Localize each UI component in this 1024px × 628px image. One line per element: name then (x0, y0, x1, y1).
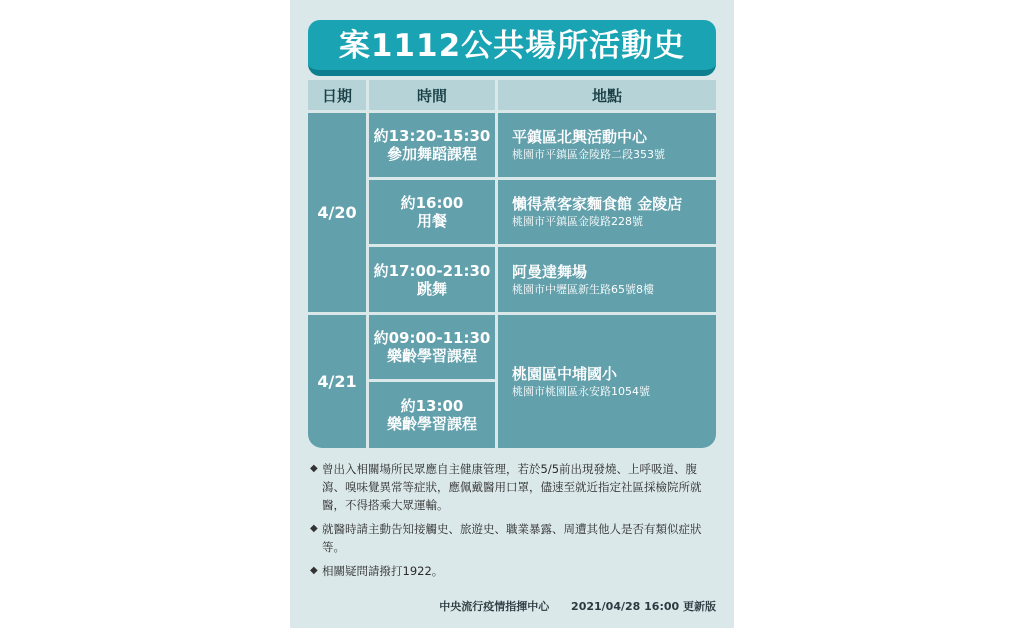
header-place: 地點 (498, 80, 716, 110)
grid-line (366, 80, 369, 448)
place-name: 平鎮區北興活動中心 (512, 128, 648, 146)
time-cell (369, 180, 495, 244)
note-text: 就醫時請主動告知接觸史、旅遊史、職業暴露、周遭其他人是否有類似症狀等。 (322, 522, 702, 554)
place-cell (498, 247, 716, 312)
footer-org: 中央流行疫情指揮中心 (439, 600, 550, 613)
grid-line (369, 177, 716, 180)
place-cell (498, 113, 716, 177)
note-text: 相關疑問請撥打1922。 (322, 564, 444, 578)
note-item (310, 562, 714, 580)
notes-list (310, 460, 714, 586)
grid-line (308, 312, 716, 315)
diamond-bullet-icon: ◆ (310, 523, 318, 534)
diamond-bullet-icon: ◆ (310, 463, 318, 474)
footer (439, 598, 716, 614)
place-name: 阿曼達舞場 (512, 262, 588, 281)
header-time: 時間 (369, 80, 495, 110)
note-item (310, 520, 714, 556)
place-name: 桃園區中埔國小 (512, 364, 618, 383)
activity-label: 樂齡學習課程 (386, 415, 477, 433)
poster (290, 0, 734, 628)
grid-line (495, 80, 498, 448)
time-cell (369, 113, 495, 177)
diamond-bullet-icon: ◆ (310, 565, 318, 576)
time-range: 約13:00 (400, 397, 464, 415)
activity-label: 用餐 (416, 212, 447, 230)
place-cell (498, 180, 716, 244)
activity-table (308, 80, 716, 448)
grid-line (369, 379, 495, 382)
activity-label: 樂齡學習課程 (386, 347, 477, 365)
time-range: 約13:20-15:30 (373, 127, 491, 145)
place-name: 懶得煮客家麵食館 金陵店 (512, 195, 683, 213)
place-cell (498, 315, 716, 448)
time-cell (369, 382, 495, 448)
place-address: 桃園市平鎮區金陵路228號 (512, 215, 643, 228)
place-address: 桃園市平鎮區金陵路二段353號 (512, 148, 665, 161)
place-address: 桃園市桃園區永安路1054號 (512, 384, 650, 398)
time-cell (369, 247, 495, 312)
time-range: 約16:00 (400, 194, 464, 212)
time-range: 約17:00-21:30 (373, 261, 491, 280)
activity-label: 參加舞蹈課程 (386, 145, 477, 163)
poster-title: 案1112公共場所活動史 (308, 20, 716, 76)
time-cell (369, 315, 495, 379)
grid-line (308, 110, 716, 113)
activity-label: 跳舞 (416, 279, 447, 298)
header-date: 日期 (308, 80, 366, 110)
date-cell: 4/20 (317, 203, 357, 222)
note-text: 曾出入相關場所民眾應自主健康管理，若於5/5前出現發燒、上呼吸道、腹瀉、嗅味覺異常等症狀，應佩戴醫用口罩，儘速至就近指定社區採檢院所就醫，不得搭乘大眾運輸。 (322, 462, 702, 512)
grid-line (369, 244, 716, 247)
note-item (310, 460, 714, 514)
date-cell: 4/21 (317, 372, 357, 391)
place-address: 桃園市中壢區新生路65號8樓 (512, 282, 654, 296)
time-range: 約09:00-11:30 (373, 329, 491, 347)
footer-version: 2021/04/28 16:00 更新版 (571, 600, 716, 613)
